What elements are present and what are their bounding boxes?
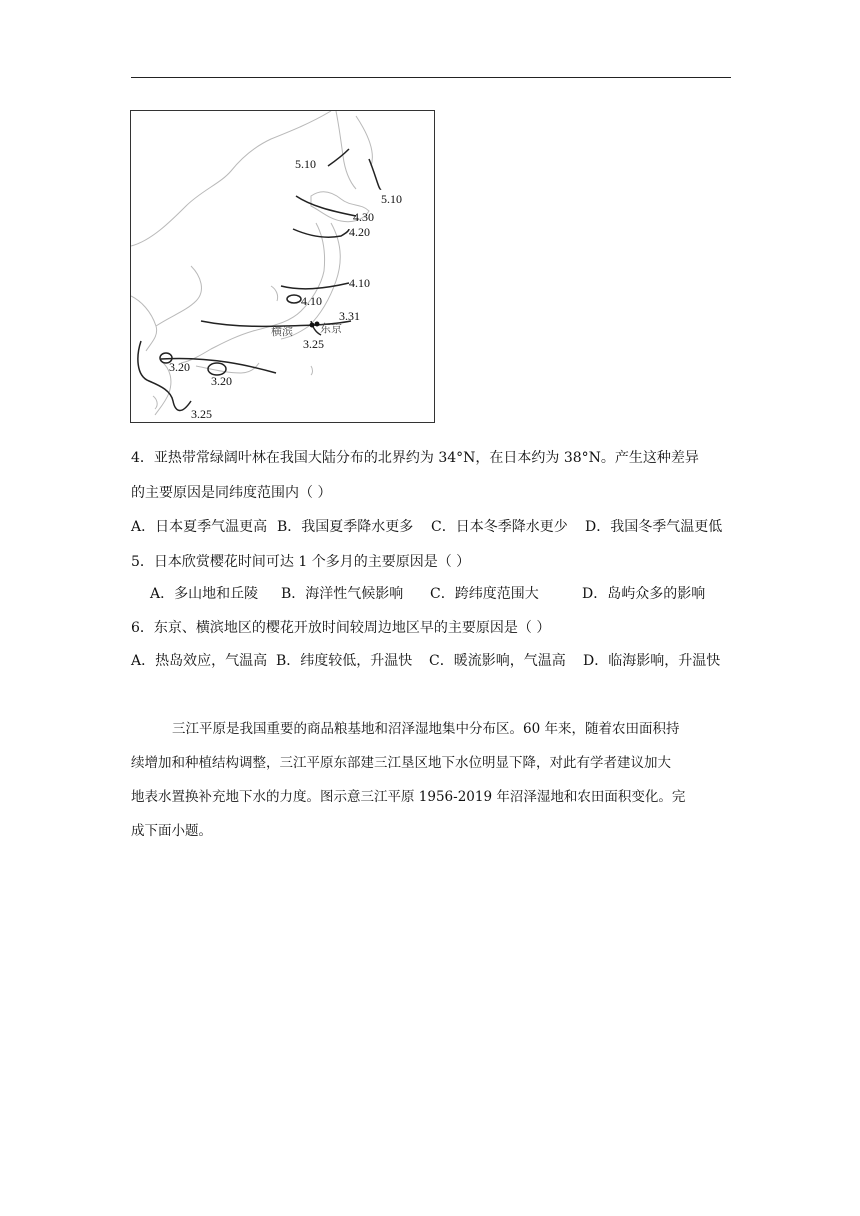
- q4-stem-line1: 4．亚热带常绿阔叶林在我国大陆分布的北界约为 34°N，在日本约为 38°N。产生这种差异: [131, 450, 699, 466]
- continent-coast: [131, 111, 331, 246]
- sakhalin-east: [356, 116, 372, 166]
- passage-line2: 续增加和种植结构调整，三江平原东部建三江垦区地下水位明显下降，对此有学者建议加大: [131, 755, 671, 771]
- izu-island: [311, 366, 313, 375]
- label-5-10-west: 5.10: [295, 157, 316, 171]
- label-3-25-tokyo: 3.25: [303, 337, 324, 351]
- korea-east-coast: [156, 266, 201, 326]
- shikoku-coast: [196, 363, 259, 373]
- yokohama-dot: [310, 323, 315, 328]
- isochrone-5-10-west: [328, 149, 349, 166]
- label-4-30: 4.30: [353, 210, 374, 224]
- q4-stem-line2: 的主要原因是同纬度范围内（ ）: [131, 485, 332, 501]
- korea-coast: [131, 296, 157, 351]
- sakhalin-coast: [336, 111, 356, 189]
- q5-option-b[interactable]: B．海洋性气候影响: [281, 586, 404, 602]
- sado-island: [271, 286, 278, 301]
- label-4-10: 4.10: [349, 276, 370, 290]
- label-yokohama: 横滨: [271, 325, 293, 338]
- passage-line3: 地表水置换补充地下水的力度。图示意三江平原 1956-2019 年沼泽湿地和农田面积变化。完: [131, 789, 686, 805]
- q4-option-b[interactable]: B．我国夏季降水更多: [277, 519, 414, 535]
- q6-option-a[interactable]: A．热岛效应，气温高: [131, 653, 268, 669]
- q5-stem: 5．日本欣赏樱花时间可达 1 个多月的主要原因是（ ）: [131, 554, 471, 570]
- label-5-10-east: 5.10: [381, 192, 402, 206]
- header-rule: [131, 77, 731, 78]
- tanegashima: [153, 396, 157, 409]
- passage-line1: 三江平原是我国重要的商品粮基地和沼泽湿地集中分布区。60 年来，随着农田面积持: [172, 721, 680, 737]
- q5-option-a[interactable]: A．多山地和丘陵: [150, 586, 259, 602]
- q6-option-c[interactable]: C．暖流影响，气温高: [429, 653, 566, 669]
- label-3-20-shikoku: 3.20: [211, 374, 232, 388]
- q6-option-b[interactable]: B．纬度较低，升温快: [276, 653, 413, 669]
- label-3-25-south: 3.25: [191, 407, 212, 421]
- label-3-31: 3.31: [339, 309, 360, 323]
- label-tokyo: 东京: [320, 322, 342, 335]
- q5-option-d[interactable]: D．岛屿众多的影响: [582, 586, 706, 602]
- q4-option-d[interactable]: D．我国冬季气温更低: [585, 519, 723, 535]
- tokyo-dot: [315, 322, 320, 327]
- isochrone-3-25-south: [138, 341, 191, 410]
- isochrone-5-10-east: [369, 159, 381, 189]
- label-3-20-kyushu: 3.20: [169, 360, 190, 374]
- map-figure: [131, 111, 434, 422]
- label-4-20: 4.20: [349, 225, 370, 239]
- q4-option-c[interactable]: C．日本冬季降水更少: [431, 519, 568, 535]
- q5-option-c[interactable]: C．跨纬度范围大: [430, 586, 539, 602]
- isochrone-4-10: [281, 283, 349, 289]
- passage-line4: 成下面小题。: [131, 823, 212, 839]
- label-4-10-ring: 4.10: [301, 294, 322, 308]
- q4-option-a[interactable]: A．日本夏季气温更高: [131, 519, 268, 535]
- q6-stem: 6．东京、横滨地区的樱花开放时间较周边地区早的主要原因是（ ）: [131, 620, 551, 636]
- isochrone-4-30: [296, 196, 356, 216]
- cherry-blossom-isochrone-map: [130, 110, 435, 423]
- q6-option-d[interactable]: D．临海影响，升温快: [583, 653, 721, 669]
- isochrone-4-10-ring: [287, 295, 301, 303]
